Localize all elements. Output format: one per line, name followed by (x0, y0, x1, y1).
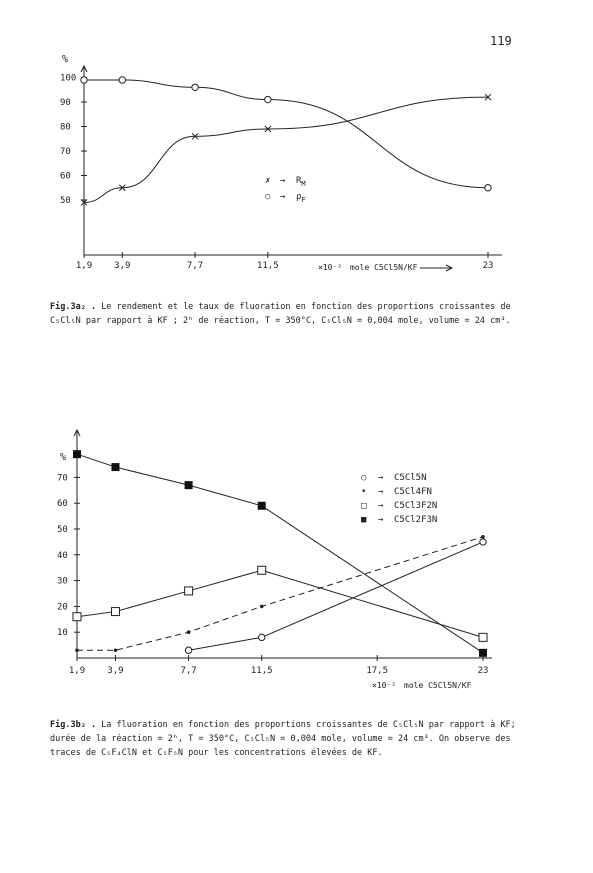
caption-fig-3b2 (50, 718, 550, 760)
point-marker (111, 608, 119, 616)
x-tick-label: 7,7 (186, 261, 204, 271)
x-tick-label: 23 (477, 666, 489, 676)
x-tick-label: 1,9 (75, 261, 93, 271)
legend-arrow: → (280, 192, 286, 202)
x-tick-label: 17,5 (366, 666, 389, 676)
y-tick-label: 50 (60, 196, 71, 206)
x-axis-label: mole C5Cl5N/KF (404, 681, 472, 690)
point-marker (75, 648, 79, 652)
caption-label: Fig.3b₂ . (50, 720, 97, 730)
legend-arrow: → (280, 176, 286, 186)
y-tick-label: 20 (57, 602, 68, 613)
legend-label: C5Cl3F2N (394, 501, 438, 511)
point-marker (258, 502, 266, 510)
point-marker (187, 630, 191, 634)
legend-label: C5Cl2F3N (394, 515, 438, 525)
series-line-C5Cl3F2N (77, 570, 483, 637)
x-tick-label: 7,7 (180, 666, 197, 676)
y-tick-label: 50 (57, 525, 68, 535)
legend-arrow: → (378, 473, 384, 483)
x-axis-label: mole C5Cl5N/KF (350, 263, 418, 272)
caption-line: durée de la réaction = 2ʰ, T = 350°C, C₅Cl₅N = 0,004 mole, volume = 24 cm³. On observe des (50, 734, 511, 744)
point-marker (185, 587, 193, 595)
point-marker (259, 634, 265, 640)
legend-symbol: ✗ (265, 176, 271, 186)
legend-label: C5Cl5N (394, 473, 427, 483)
caption-line: La fluoration en fonction des proportions croissantes de C₅Cl₅N par rapport à KF; (101, 720, 516, 730)
point-marker (260, 605, 264, 609)
point-marker (185, 647, 191, 653)
point-marker (481, 535, 485, 539)
y-tick-label: 60 (57, 499, 68, 510)
point-marker (185, 481, 193, 489)
y-tick-label: 40 (57, 550, 68, 561)
y-tick-label: 10 (57, 628, 68, 639)
x-tick-label: 3,9 (114, 261, 131, 271)
y-tick-label: 70 (57, 473, 68, 484)
point-marker (479, 649, 487, 657)
series-line-C5Cl5N (189, 542, 483, 650)
chart-axes (74, 430, 492, 658)
legend-symbol: • (361, 487, 367, 497)
point-marker (73, 450, 81, 458)
y-tick-label: 30 (57, 576, 68, 587)
x-tick-label: 23 (482, 261, 494, 271)
series-line-C5Cl2F3N (77, 454, 483, 653)
y-tick-label: 80 (60, 122, 71, 133)
legend-label: $R_M$ (296, 176, 306, 188)
caption-line: C₅Cl₅N par rapport à KF ; 2ʰ de réaction, T = 350°C, C₅Cl₅N = 0,004 mole, volume = 24 cm³. (50, 316, 511, 326)
point-marker (111, 463, 119, 471)
x-tick-label: 1,9 (68, 666, 86, 676)
point-marker (114, 648, 118, 652)
x-tick-label: 3,9 (107, 666, 124, 676)
legend-symbol: ○ (265, 192, 271, 202)
caption-line: Le rendement et le taux de fluoration en fonction des proportions croissantes de (101, 302, 511, 312)
y-tick-label: 70 (60, 147, 71, 157)
legend-arrow: → (378, 487, 384, 497)
y-axis-label: % (62, 54, 69, 65)
x-multiplier: ×10⁻² (318, 263, 343, 272)
chart-legend (361, 473, 437, 525)
y-tick-label: 100 (60, 73, 77, 84)
legend-symbol: ○ (361, 473, 367, 483)
legend-symbol: □ (361, 501, 367, 511)
y-tick-label: 90 (60, 98, 71, 108)
x-tick-label: 11,5 (256, 261, 279, 271)
x-tick-label: 11,5 (250, 666, 273, 676)
legend-label: $\rho_F$ (296, 192, 306, 204)
point-marker (258, 566, 266, 574)
point-marker (479, 633, 487, 641)
x-multiplier: ×10⁻² (372, 681, 397, 690)
legend-symbol: ■ (361, 515, 367, 525)
point-marker (73, 613, 81, 621)
y-tick-label: 60 (60, 171, 71, 182)
caption-line: traces de C₅F₄ClN et C₅F₅N pour les concentrations élevées de KF. (50, 748, 383, 758)
legend-arrow: → (378, 501, 384, 511)
caption-label: Fig.3a₂ . (50, 302, 97, 312)
legend-arrow: → (378, 515, 384, 525)
y-axis-label: % (60, 452, 67, 463)
legend-label: C5Cl4FN (394, 487, 432, 497)
page-number: 119 (490, 34, 512, 48)
series-line-C5Cl4FN (77, 537, 483, 651)
point-marker (480, 539, 486, 545)
